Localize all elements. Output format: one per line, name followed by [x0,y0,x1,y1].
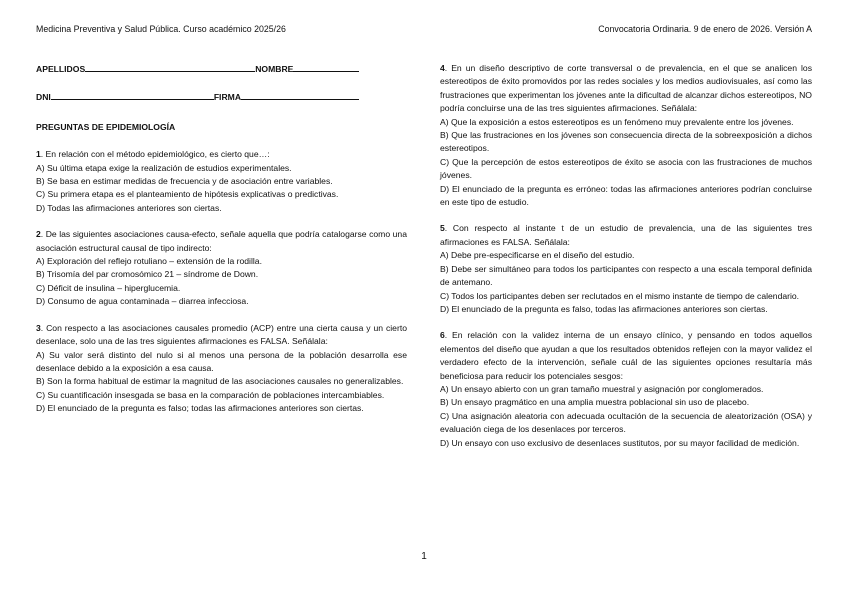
question-stem: . En relación con el método epidemiológico, es cierto que…: [40,149,270,160]
option-a[interactable]: A) Un ensayo abierto con un gran tamaño muestral y asignación por conglomerados. [440,383,764,394]
question-number: 3 [36,322,41,333]
option-b[interactable]: B) Se basa en estimar medidas de frecuencia y de asociación entre variables. [36,176,333,187]
option-c[interactable]: C) Una asignación aleatoria con adecuada ocultación de la secuencia de aleatorización (OSA) y evaluación ciega de los desenlaces por terceros. [440,410,812,435]
option-a[interactable]: A) Exploración del reflejo rotuliano – extensión de la rodilla. [36,256,262,267]
question-stem: . De las siguientes asociaciones causa-efecto, señale aquella que podría catalogarse como una asociación estructural causal de tipo indirecto: [36,229,407,253]
question-number: 1 [36,149,41,160]
question-5 [440,222,812,316]
option-d[interactable]: D) Un ensayo con uso exclusivo de desenlaces sustitutos, por su mayor facilidad de medición. [440,437,800,448]
question-number: 2 [36,229,41,240]
option-c[interactable]: C) Su primera etapa es el planteamiento de hipótesis explicativas o predictivas. [36,189,339,200]
option-c[interactable]: C) Su cuantificación insesgada se basa en la comparación de poblaciones intercambiables. [36,389,385,400]
header-course: Medicina Preventiva y Salud Pública. Curso académico 2025/26 [36,24,286,34]
question-stem: . En un diseño descriptivo de corte transversal o de prevalencia, en el que se analicen los estereotipos de éxito promovidos por las redes sociales y los medios audiovisuales, así como las frustraciones que experimentan los jóvenes ante la dificultad de alcanzar dichos estereotipos, NO podría concluirse una de las tres siguientes afirmaciones. Señálala: [440,63,812,114]
question-3 [36,322,407,416]
question-stem: . Con respecto al instante t de un estudio de prevalencia, una de las siguientes tres afirmaciones es FALSA. Señálala: [440,223,812,247]
apellidos-label: APELLIDOS [36,64,86,74]
option-c[interactable]: C) Que la percepción de estos estereotipos de éxito se asocia con las frustraciones de muchos jóvenes. [440,156,812,181]
apellidos-field[interactable] [85,62,255,72]
header-exam-info: Convocatoria Ordinaria. 9 de enero de 2026. Versión A [598,24,812,34]
option-a[interactable]: A) Que la exposición a estos estereotipos es un fenómeno muy prevalente entre los jóvenes. [440,116,794,127]
nombre-label: NOMBRE [255,64,294,74]
option-d[interactable]: D) El enunciado de la pregunta es falso, todas las afirmaciones anteriores son ciertas. [440,303,768,314]
nombre-field[interactable] [293,62,359,72]
question-number: 6 [440,330,445,341]
question-stem: . En relación con la validez interna de un ensayo clínico, y pensando en todos aquellos elementos del diseño que ayudan a que los resultados obtenidos reflejen con la mayor validez el verdadero efecto de la intervención, señale cuál de las siguientes opciones resultaría más beneficiosa para reducir los potenciales sesgos: [440,330,812,381]
name-fill-line [36,62,407,76]
question-2 [36,228,407,308]
section-title: PREGUNTAS DE EPIDEMIOLOGÍA [36,121,176,132]
question-stem: . Con respecto a las asociaciones causales promedio (ACP) entre una cierta causa y un cierto desenlace, solo una de las tres siguientes afirmaciones es FALSA. Señálala: [36,322,407,347]
question-number: 5 [440,223,445,234]
option-b[interactable]: B) Un ensayo pragmático en una amplia muestra poblacional sin uso de placebo. [440,397,750,408]
firma-label: FIRMA [213,92,242,103]
option-c[interactable]: C) Déficit de insulina – hiperglucemia. [36,282,181,293]
option-a[interactable]: A) Su valor será distinto del nulo si al menos una persona de la población desarrolla ese desenlace debido a la exposición a esa causa. [36,349,407,373]
firma-field[interactable] [241,90,359,100]
left-column [36,62,407,429]
option-a[interactable]: A) Debe pre-especificarse en el diseño del estudio. [440,250,635,261]
right-column [440,62,812,463]
option-b[interactable]: B) Que las frustraciones en los jóvenes son consecuencia directa de la sobreexposición a dichos estereotipos. [440,130,812,154]
page-number: 1 [421,551,427,562]
option-b[interactable]: B) Son la forma habitual de estimar la magnitud de las asociaciones causales no generalizables. [36,376,404,387]
option-b[interactable]: B) Debe ser simultáneo para todos los participantes con respecto a una escala temporal definida de antemano. [440,263,812,288]
option-d[interactable]: D) Consumo de agua contaminada – diarrea infecciosa. [36,296,249,307]
question-number: 4 [440,63,445,73]
option-b[interactable]: B) Trisomía del par cromosómico 21 – síndrome de Down. [36,269,259,280]
option-d[interactable]: D) El enunciado de la pregunta es erróneo: todas las afirmaciones anteriores podrían concluirse en este tipo de estudio. [440,183,812,208]
dni-field[interactable] [51,90,214,100]
dni-fill-line [36,90,407,104]
option-d[interactable]: D) Todas las afirmaciones anteriores son ciertas. [36,202,222,213]
option-a[interactable]: A) Su última etapa exige la realización de estudios experimentales. [36,162,292,173]
option-d[interactable]: D) El enunciado de la pregunta es falso; todas las afirmaciones anteriores son ciertas. [36,403,364,414]
dni-label: DNI [36,92,51,103]
option-c[interactable]: C) Todos los participantes deben ser reclutados en el mismo instante de tiempo de calendario. [440,290,800,301]
question-6 [440,329,812,450]
question-1 [36,148,407,215]
question-4 [440,62,812,209]
